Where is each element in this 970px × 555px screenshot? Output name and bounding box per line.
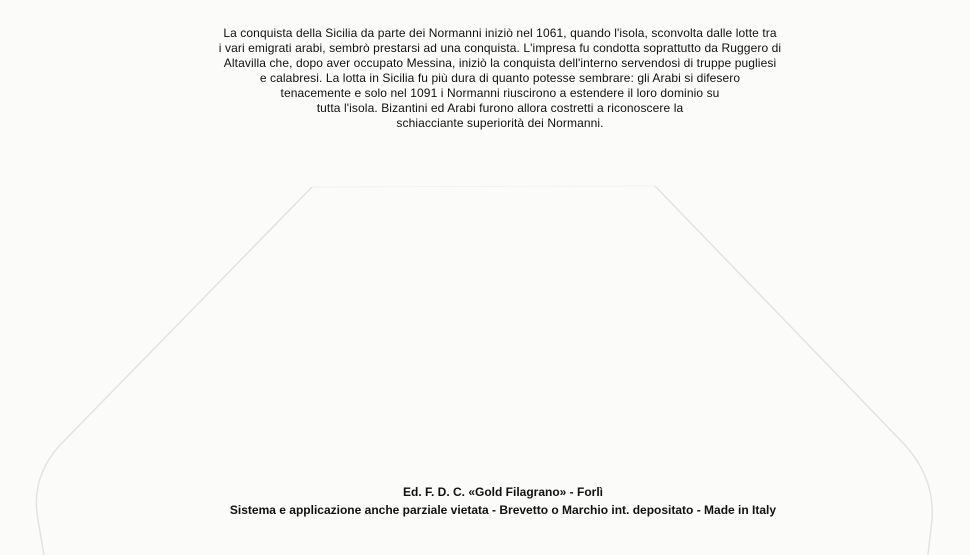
right-flap-edge <box>655 186 932 555</box>
description-line: schiacciante superiorità dei Normanni. <box>396 116 604 130</box>
top-flap-shadow <box>312 186 655 187</box>
description-line: Altavilla che, dopo aver occupato Messina, iniziò la conquista dell'interno servendosi di truppe pugliesi <box>223 56 777 70</box>
description-line: tenacemente e solo nel 1091 i Normanni riuscirono a estendere il loro dominio su <box>280 86 720 100</box>
description-line: e calabresi. La lotta in Sicilia fu più dura di quanto potesse sembrare: gli Arabi si difesero <box>259 71 741 85</box>
description-line: tutta l'isola. Bizantini ed Arabi furono allora costretti a riconoscere la <box>316 101 684 115</box>
publisher-imprint: Ed. F. D. C. «Gold Filagrano» - Forlì <box>402 485 603 499</box>
rights-notice: Sistema e applicazione anche parziale vietata - Brevetto o Marchio int. depositato - Made in Italy <box>229 503 777 517</box>
history-description <box>120 26 880 131</box>
description-line: La conquista della Sicilia da parte dei Normanni iniziò nel 1061, quando l'isola, sconvolta dalle lotte tra <box>223 26 777 40</box>
description-line: i vari emigrati arabi, sembrò prestarsi ad una conquista. L'impresa fu condotta soprattutto da Ruggero di <box>218 41 782 55</box>
left-flap-edge <box>36 187 312 555</box>
